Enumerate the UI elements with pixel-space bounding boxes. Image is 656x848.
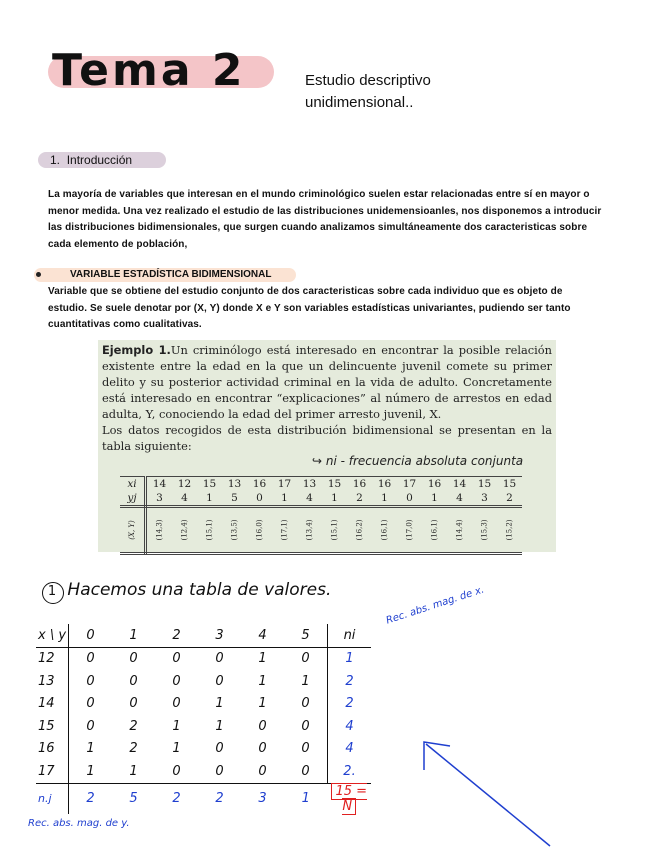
table-cell: 0 [301, 763, 310, 779]
table-cell: 0 [172, 651, 181, 667]
table-cell: 16 [372, 477, 397, 492]
table-cell: 0 [172, 673, 181, 689]
table-cell: 12 [172, 477, 197, 492]
row-label-pairs: (X, Y) [120, 507, 146, 554]
total-cell: 2 [155, 783, 198, 814]
table-cell: (12,4) [172, 507, 197, 554]
intro-paragraph: La mayoría de variables que interesan en el mundo criminológico suelen estar relacionadas entre sí en mayor o menor medida. Una vez realizado el estudio de las distribuciones unidemensioanles, nos disponemos a introducir las distribuciones bidimensionales, que surgen cuando analizamos simultáneamente dos caracteristicas sobre cada elemento de población, [48, 189, 602, 250]
page-subtitle: Estudio descriptivo unidimensional.. [305, 72, 431, 111]
table-cell: 1 [172, 718, 181, 734]
heading-number: 1 [47, 584, 57, 599]
section-number: 1. [50, 153, 61, 167]
table-row [36, 760, 371, 783]
row-x-value: 17 [36, 760, 69, 783]
table-cell: 0 [258, 763, 267, 779]
table-cell: (16,0) [247, 507, 272, 554]
total-cell: 2 [69, 783, 113, 814]
nj-note: Rec. abs. mag. de y. [28, 818, 130, 829]
row-x-value: 15 [36, 715, 69, 738]
ni-value: 4 [328, 738, 372, 761]
row-label-y: yj [120, 491, 146, 507]
table-cell: (16,1) [422, 507, 447, 554]
table-cell: (17,0) [397, 507, 422, 554]
table-cell: 2 [497, 491, 522, 507]
row-x-value: 13 [36, 670, 69, 693]
table-cell: (15,1) [197, 507, 222, 554]
table-cell: 0 [301, 741, 310, 757]
example-text-block [102, 342, 552, 454]
table-cell: 0 [247, 491, 272, 507]
table-cell: (17,1) [272, 507, 297, 554]
table-cell: 5 [222, 491, 247, 507]
table-row [36, 647, 371, 670]
ni-value: 2 [328, 670, 372, 693]
table-row [36, 693, 371, 716]
table-cell: 1 [258, 673, 267, 689]
table-row [120, 507, 522, 554]
table-cell: (13,4) [297, 507, 322, 554]
table-cell: 0 [172, 763, 181, 779]
nj-label: n.j [36, 783, 69, 814]
row-x-value: 12 [36, 647, 69, 670]
table-cell: 0 [129, 651, 138, 667]
table-cell: 0 [215, 763, 224, 779]
total-cell: 5 [112, 783, 155, 814]
ni-header: ni [328, 624, 372, 647]
column-header: 0 [69, 624, 113, 647]
table-cell: 0 [86, 673, 95, 689]
table-header-row [36, 624, 371, 647]
ni-value: 2. [328, 760, 372, 783]
table-cell: 2 [129, 718, 138, 734]
bullet-text: Variable que se obtiene del estudio conjunto de dos caracteristicas sobre cada individuo que es objeto de estudio. Se suele denotar por (X, Y) donde X e Y son variables estadísticas univariantes, pudiendo ser tanto cuantitativas como cualitativas. [48, 286, 571, 330]
table-cell: (16,2) [347, 507, 372, 554]
bullet-dot [36, 272, 41, 277]
table-row [36, 738, 371, 761]
table-cell: 16 [247, 477, 272, 492]
table-cell: 0 [215, 673, 224, 689]
table-row [120, 491, 522, 507]
table-cell: (14,3) [146, 507, 173, 554]
example-text-2: Los datos recogidos de esta distribución bidimensional se presentan en la tabla siguiente: [102, 423, 552, 453]
table-cell: 4 [172, 491, 197, 507]
table-cell: 1 [372, 491, 397, 507]
table-cell: 17 [272, 477, 297, 492]
table-cell: 1 [172, 741, 181, 757]
table-cell: 1 [322, 491, 347, 507]
row-x-value: 14 [36, 693, 69, 716]
table-cell: 0 [301, 718, 310, 734]
table-cell: (14,4) [447, 507, 472, 554]
table-cell: 16 [422, 477, 447, 492]
arrow-icon [410, 736, 560, 848]
table-cell: (15,2) [497, 507, 522, 554]
table-cell: 17 [397, 477, 422, 492]
table-cell: 3 [472, 491, 497, 507]
table-cell: 0 [258, 741, 267, 757]
table-cell: 0 [129, 696, 138, 712]
table-cell: 1 [258, 651, 267, 667]
table-cell: 14 [146, 477, 173, 492]
corner-cell: x \ y [36, 624, 69, 647]
table-cell: 0 [86, 718, 95, 734]
column-header: 4 [241, 624, 284, 647]
table-cell: 1 [86, 763, 95, 779]
table-row [36, 670, 371, 693]
bullet-title: VARIABLE ESTADÍSTICA BIDIMENSIONAL [70, 269, 272, 280]
table-cell: 0 [301, 696, 310, 712]
table-cell: 4 [447, 491, 472, 507]
table-cell: 1 [258, 696, 267, 712]
example-label: Ejemplo 1. [102, 343, 171, 357]
table-cell: 0 [172, 696, 181, 712]
table-cell: 1 [422, 491, 447, 507]
table-cell: (15,3) [472, 507, 497, 554]
table-cell: (16,1) [372, 507, 397, 554]
ni-value: 4 [328, 715, 372, 738]
table-cell: 4 [297, 491, 322, 507]
example-data-table [120, 476, 522, 555]
total-cell: 2 [198, 783, 241, 814]
ni-note: Rec. abs. mag. de x. [384, 584, 486, 627]
total-cell: 3 [241, 783, 284, 814]
table-cell: 15 [497, 477, 522, 492]
table-cell: 1 [272, 491, 297, 507]
table-cell: 0 [215, 651, 224, 667]
table-cell: 1 [86, 741, 95, 757]
example-text: Un criminólogo está interesado en encontrar la posible relación existente entre la edad en la que un delincuente juvenil comete su primer delito y su posterior actividad criminal en la vida de adulto. Concretamente está interesado en encontrar “explicaciones” al número de arrestos en edad adulta, Y, conociendo la edad del primer arresto juvenil, X. [102, 343, 552, 421]
table-cell: 0 [86, 651, 95, 667]
table-cell: 0 [397, 491, 422, 507]
column-header: 5 [284, 624, 328, 647]
table-cell: 0 [86, 696, 95, 712]
section-heading [50, 152, 132, 168]
table-cell: (13,5) [222, 507, 247, 554]
table-cell: 2 [347, 491, 372, 507]
table-cell: 0 [129, 673, 138, 689]
table-cell: 1 [129, 763, 138, 779]
table-cell: 0 [301, 651, 310, 667]
table-row [120, 477, 522, 492]
frequency-table [36, 624, 371, 814]
table-cell: 15 [322, 477, 347, 492]
table-row [36, 715, 371, 738]
table-cell: 0 [215, 741, 224, 757]
table-cell: 14 [447, 477, 472, 492]
table-cell: 1 [215, 696, 224, 712]
grand-total: 15 = N [328, 783, 372, 814]
table-cell: 15 [197, 477, 222, 492]
table-cell: 13 [297, 477, 322, 492]
table-cell: 3 [146, 491, 173, 507]
page-title: Tema 2 [52, 45, 246, 96]
handwritten-heading [42, 580, 331, 600]
table-cell: 15 [472, 477, 497, 492]
column-header: 3 [198, 624, 241, 647]
table-cell: 2 [129, 741, 138, 757]
total-cell: 1 [284, 783, 328, 814]
example-handwritten-note: ↪ ni - frecuencia absoluta conjunta [312, 454, 524, 468]
section-title: Introducción [66, 153, 133, 167]
ni-value: 1 [328, 647, 372, 670]
table-cell: (15,1) [322, 507, 347, 554]
heading-text: Hacemos una tabla de valores. [67, 580, 332, 600]
table-cell: 0 [258, 718, 267, 734]
column-header: 2 [155, 624, 198, 647]
row-x-value: 16 [36, 738, 69, 761]
table-cell: 1 [215, 718, 224, 734]
table-cell: 1 [301, 673, 310, 689]
table-cell: 1 [197, 491, 222, 507]
row-label-x: xi [120, 477, 146, 492]
ni-value: 2 [328, 693, 372, 716]
column-header: 1 [112, 624, 155, 647]
table-cell: 13 [222, 477, 247, 492]
table-cell: 16 [347, 477, 372, 492]
totals-row [36, 783, 371, 814]
